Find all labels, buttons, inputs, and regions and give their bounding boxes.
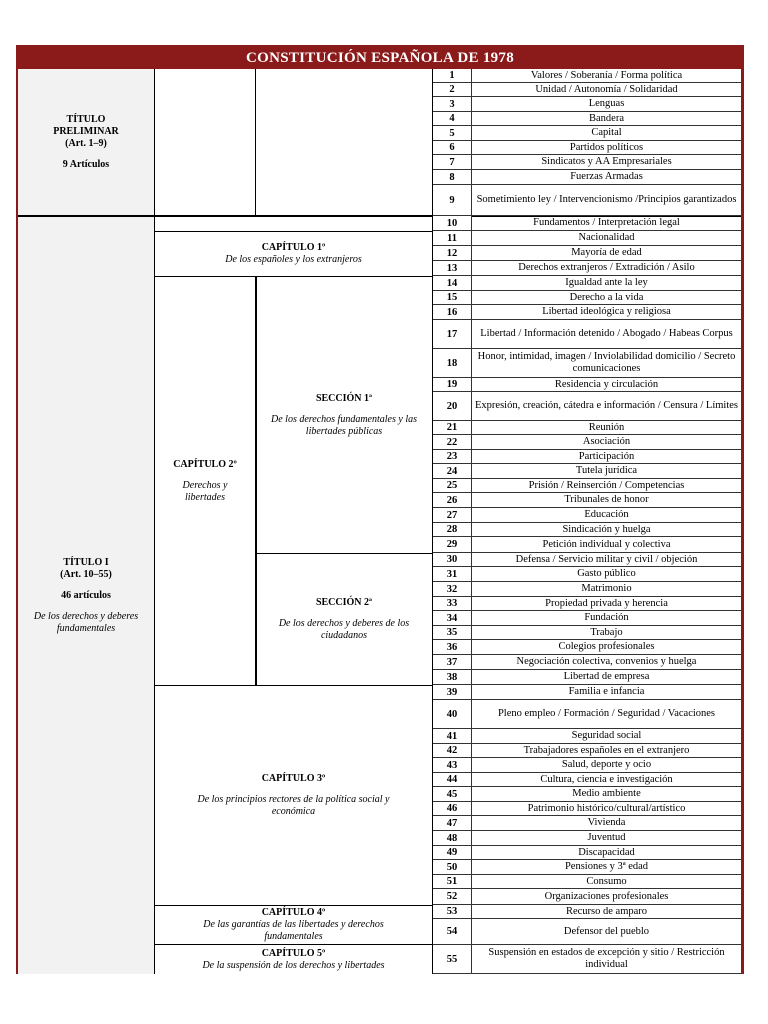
article-row: [433, 479, 741, 493]
article-number: 48: [433, 831, 472, 845]
article-row: [433, 773, 741, 787]
article-number: 42: [433, 744, 472, 757]
article-text: Mayoría de edad: [571, 247, 642, 258]
article-row: [433, 640, 741, 655]
article-text: Petición individual y colectiva: [542, 538, 671, 550]
article-number: 12: [433, 246, 472, 260]
article-number: 46: [433, 802, 472, 815]
article-text: Unidad / Autonomía / Solidaridad: [535, 83, 678, 95]
seccion-1-name: SECCIÓN 1ª: [315, 392, 373, 404]
article-number: 45: [433, 787, 472, 801]
divider: [255, 277, 257, 685]
article-text: Trabajo: [590, 626, 623, 638]
article-number: 41: [433, 729, 472, 743]
article-row: [433, 305, 741, 320]
article-number: 19: [433, 378, 472, 391]
article-row: [433, 320, 741, 349]
article-row: [433, 246, 741, 261]
article-text: Gasto público: [577, 568, 636, 579]
capitulo-2-name: CAPÍTULO 2º: [173, 458, 237, 470]
capitulo-5-name: CAPÍTULO 5º: [261, 947, 326, 959]
article-row: [433, 421, 741, 435]
article-text: Derecho a la vida: [569, 291, 644, 303]
article-number: 53: [433, 905, 472, 918]
article-row: [433, 537, 741, 553]
article-text: Recurso de amparo: [565, 905, 648, 917]
article-row: [433, 816, 741, 831]
divider: [154, 276, 433, 277]
article-number: 7: [433, 155, 472, 169]
article-row: [433, 670, 741, 685]
article-text: Sindicación y huelga: [562, 523, 651, 535]
article-number: 1: [433, 69, 472, 82]
article-row: [433, 126, 741, 141]
article-text: Nacionalidad: [578, 232, 635, 243]
article-row: [433, 276, 741, 291]
article-text: Residencia y circulación: [554, 378, 659, 390]
article-number: 31: [433, 567, 472, 581]
article-row: [433, 508, 741, 523]
article-number: 22: [433, 435, 472, 449]
seccion-2-desc: De los derechos y deberes de los ciudadanos: [278, 618, 410, 641]
article-text: Valores / Soberanía / Forma política: [530, 69, 683, 81]
capitulo-3-name: CAPÍTULO 3º: [261, 773, 326, 784]
article-text: Lenguas: [588, 98, 625, 109]
article-number: 8: [433, 170, 472, 184]
seccion-2-name: SECCIÓN 2ª: [315, 597, 373, 608]
titulo-i-name: TÍTULO I: [63, 556, 109, 568]
article-text: Vivienda: [587, 817, 626, 828]
article-text: Tribunales de honor: [564, 494, 649, 505]
article-row: [433, 97, 741, 112]
divider: [154, 944, 433, 945]
article-number: 38: [433, 670, 472, 684]
capitulo-2-desc: Derechos y libertades: [182, 479, 228, 503]
article-number: 11: [433, 231, 472, 245]
article-text: Sindicatos y AA Empresariales: [541, 156, 672, 167]
article-text: Fundación: [584, 612, 629, 623]
article-text: Salud, deporte y ocio: [561, 759, 652, 770]
divider: [255, 553, 433, 554]
article-text: Prisión / Reinserción / Competencias: [528, 479, 685, 491]
article-row: [433, 860, 741, 875]
article-row: [433, 216, 741, 231]
article-row: [433, 875, 741, 889]
article-text: Seguridad social: [571, 730, 642, 741]
article-number: 5: [433, 126, 472, 140]
article-row: [433, 450, 741, 464]
article-number: 33: [433, 597, 472, 610]
divider: [154, 685, 433, 686]
article-text: Juventud: [587, 832, 626, 843]
capitulo-5-cell: [155, 945, 432, 974]
article-number: 15: [433, 291, 472, 304]
article-number: 2: [433, 83, 472, 96]
article-text: Reunión: [588, 421, 625, 433]
article-number: 43: [433, 758, 472, 772]
article-number: 24: [433, 464, 472, 478]
article-number: 44: [433, 773, 472, 786]
capitulo-1-cell: [155, 232, 432, 276]
article-number: 17: [433, 320, 472, 348]
titulo-preliminar-count: 9 Artículos: [62, 158, 110, 170]
article-row: [433, 464, 741, 479]
article-number: 26: [433, 493, 472, 507]
article-row: [433, 435, 741, 450]
article-number: 32: [433, 582, 472, 596]
article-text: Educación: [584, 509, 629, 520]
article-row: [433, 141, 741, 155]
article-text: Pleno empleo / Formación / Seguridad / Vacaciones: [497, 708, 716, 719]
article-text: Defensor del pueblo: [563, 925, 650, 937]
article-row: [433, 155, 741, 170]
article-row: [433, 655, 741, 670]
seccion-1-desc: De los derechos fundamentales y las libertades públicas: [271, 413, 417, 437]
article-text: Sometimiento ley / Intervencionismo /Principios garantizados: [476, 194, 737, 205]
article-row: [433, 919, 741, 945]
article-row: [433, 69, 741, 83]
article-number: 16: [433, 305, 472, 319]
article-number: 49: [433, 846, 472, 859]
titulo-i-count: 46 artículos: [61, 589, 111, 601]
article-number: 14: [433, 276, 472, 290]
article-row: [433, 170, 741, 185]
article-text: Derechos extranjeros / Extradición / Asilo: [518, 262, 695, 273]
article-number: 47: [433, 816, 472, 830]
seccion-1-cell: [256, 277, 432, 553]
article-row: [433, 582, 741, 597]
article-row: [433, 553, 741, 567]
article-text: Participación: [578, 450, 635, 462]
article-row: [433, 493, 741, 508]
article-number: 34: [433, 611, 472, 625]
article-text: Partidos políticos: [569, 141, 644, 153]
article-row: [433, 611, 741, 626]
article-row: [433, 831, 741, 846]
titulo-i-desc: De los derechos y deberes fundamentales: [33, 610, 139, 634]
article-text: Familia e infancia: [568, 686, 645, 697]
article-text: Matrimonio: [581, 583, 632, 594]
capitulo-4-name: CAPÍTULO 4º: [261, 907, 326, 918]
article-text: Patrimonio histórico/cultural/artístico: [527, 802, 686, 814]
titulo-i-cell: [18, 217, 154, 974]
article-row: [433, 626, 741, 640]
capitulo-2-cell: [155, 277, 255, 685]
article-text: Honor, intimidad, imagen / Inviolabilidad domicilio / Secreto comunicaciones: [477, 351, 736, 374]
capitulo-3-desc: De los principios rectores de la política social y económica: [197, 794, 390, 817]
article-number: 52: [433, 889, 472, 904]
article-row: [433, 905, 741, 919]
article-row: [433, 758, 741, 773]
article-row: [433, 846, 741, 860]
article-row: [433, 802, 741, 816]
article-row: [433, 685, 741, 700]
article-row: [433, 787, 741, 802]
article-row: [433, 185, 741, 216]
capitulo-3-cell: [155, 686, 432, 905]
titulo-preliminar-cell: [18, 69, 154, 215]
article-text: Pensiones y 3ª edad: [564, 861, 649, 872]
article-text: Expresión, creación, cátedra e información / Censura / Límites: [475, 400, 738, 411]
article-text: Propiedad privada y herencia: [545, 597, 668, 609]
capitulo-4-desc: De las garantías de las libertades y derechos fundamentales: [203, 919, 384, 942]
article-text: Organizaciones profesionales: [544, 890, 669, 902]
article-number: 54: [433, 919, 472, 944]
article-number: 50: [433, 860, 472, 874]
article-text: Suspensión en estados de excepción y sitio / Restricción individual: [488, 947, 725, 970]
article-text: Bandera: [589, 112, 624, 124]
article-row: [433, 729, 741, 744]
article-text: Defensa / Servicio militar y civil / objeción: [515, 553, 698, 565]
article-number: 30: [433, 553, 472, 566]
article-row: [433, 261, 741, 276]
article-number: 37: [433, 655, 472, 669]
article-text: Negociación colectiva, convenios y huelga: [516, 656, 697, 667]
article-text: Consumo: [586, 875, 627, 887]
article-number: 6: [433, 141, 472, 154]
article-text: Fundamentos / Interpretación legal: [533, 217, 680, 228]
article-row: [433, 889, 741, 905]
article-number: 13: [433, 261, 472, 275]
article-row: [433, 700, 741, 729]
capitulo-5-desc: De la suspensión de los derechos y libertades: [202, 959, 385, 971]
article-text: Libertad ideológica y religiosa: [542, 306, 671, 317]
article-text: Cultura, ciencia e investigación: [540, 773, 673, 785]
divider: [154, 231, 433, 232]
article-number: 21: [433, 421, 472, 434]
article-row: [433, 83, 741, 97]
article-number: 39: [433, 685, 472, 699]
article-number: 55: [433, 945, 472, 973]
article-row: [433, 378, 741, 392]
article-text: Medio ambiente: [572, 788, 641, 799]
divider: [154, 69, 155, 974]
article-text: Tutela jurídica: [575, 465, 638, 476]
capitulo-1-name: CAPÍTULO 1º: [261, 242, 326, 253]
article-text: Libertad de empresa: [563, 671, 650, 682]
article-number: 40: [433, 700, 472, 728]
article-number: 29: [433, 537, 472, 552]
capitulo-4-cell: [155, 906, 432, 944]
titulo-preliminar-name: TÍTULO PRELIMINAR: [53, 113, 119, 137]
article-number: 36: [433, 640, 472, 654]
article-row: [433, 112, 741, 126]
article-number: 3: [433, 97, 472, 111]
article-text: Igualdad ante la ley: [565, 277, 648, 288]
article-number: 20: [433, 392, 472, 420]
document-title: CONSTITUCIÓN ESPAÑOLA DE 1978: [16, 45, 744, 69]
article-text: Libertad / Información detenido / Abogado / Habeas Corpus: [480, 328, 733, 339]
article-number: 27: [433, 508, 472, 522]
article-text: Fuerzas Armadas: [570, 171, 643, 182]
titulo-i-range: (Art. 10–55): [60, 568, 112, 580]
capitulo-1-desc: De los españoles y los extranjeros: [225, 254, 362, 265]
divider: [255, 69, 256, 215]
titulo-preliminar-range: (Art. 1–9): [65, 137, 107, 149]
article-number: 18: [433, 349, 472, 377]
article-row: [433, 231, 741, 246]
article-row: [433, 392, 741, 421]
article-row: [433, 597, 741, 611]
article-number: 9: [433, 185, 472, 215]
seccion-2-cell: [256, 554, 432, 685]
article-number: 10: [433, 216, 472, 230]
article-text: Colegios profesionales: [558, 641, 655, 652]
article-row: [433, 291, 741, 305]
article-number: 4: [433, 112, 472, 125]
article-row: [433, 945, 741, 974]
article-row: [433, 523, 741, 537]
article-row: [433, 567, 741, 582]
divider: [154, 905, 433, 906]
article-row: [433, 744, 741, 758]
article-number: 51: [433, 875, 472, 888]
article-text: Discapacidad: [578, 846, 635, 858]
article-text: Asociación: [582, 436, 631, 447]
article-number: 35: [433, 626, 472, 639]
article-number: 25: [433, 479, 472, 492]
article-text: Trabajadores españoles en el extranjero: [523, 744, 690, 756]
article-number: 28: [433, 523, 472, 536]
article-row: [433, 349, 741, 378]
article-text: Capital: [591, 127, 622, 138]
article-number: 23: [433, 450, 472, 463]
